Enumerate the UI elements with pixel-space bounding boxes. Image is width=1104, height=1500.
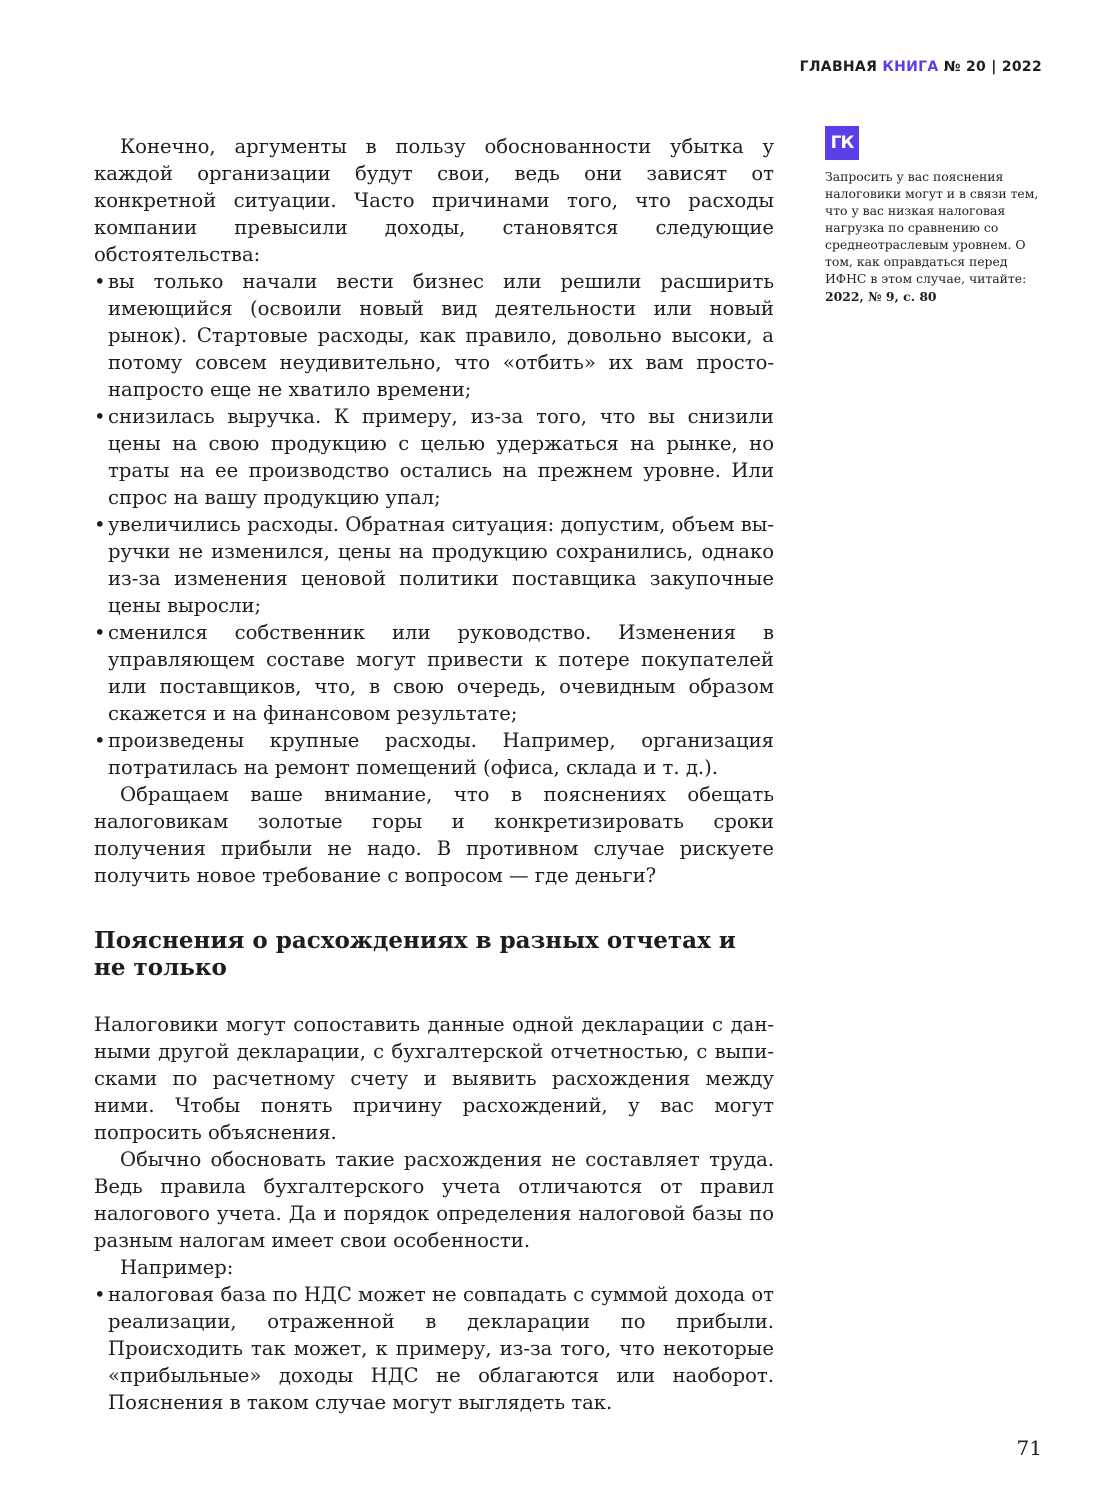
examples-list xyxy=(94,1281,774,1416)
issue-number: № 20 | 2022 xyxy=(943,59,1042,75)
paragraph: Обычно обосновать такие расхождения не составляет труда. Ведь правила бухгалтерского учета отличаются от правил налогового учета. Да и порядок определения налоговой базы по разным налогам имеет свои особенности. xyxy=(94,1148,774,1252)
list-item xyxy=(94,727,774,781)
sidebar-note-body: Запросить у вас пояснения налоговики могут и в связи тем, что у вас низкая налоговая нагрузка по сравнению со среднеотраслевым уровнем. О том, как оправдаться перед ИФНС в этом случае, читайте: xyxy=(825,169,1039,286)
list-item-text: налоговая база по НДС может не совпадать с суммой дохода от реализации, отраженной в декларации по прибыли. Происходить так может, к примеру, из-за того, что некоторые «прибыльные» доходы НДС не облагаются или наоборот. Пояснения в таком случае могут выглядеть так. xyxy=(108,1283,774,1414)
paragraph: Например: xyxy=(120,1256,234,1279)
list-item xyxy=(94,619,774,727)
list-item-text: сменился собственник или руководство. Изменения в управляющем составе могут привести к потере покупателей или поставщиков, что, в свою очередь, очевидным образом скажется и на финансовом результате; xyxy=(108,621,774,725)
list-item xyxy=(94,403,774,511)
bullet-icon: • xyxy=(94,729,106,752)
page-number: 71 xyxy=(1016,1436,1042,1460)
list-item xyxy=(94,268,774,403)
sidebar-note xyxy=(825,126,1050,305)
sidebar-note-text xyxy=(825,168,1050,305)
list-item-text: увеличились расходы. Обратная ситуация: допустим, объем выручки не изменился, цены на продукцию сохранились, однако из-за изменения ценовой политики поставщика закупочные цены выросли; xyxy=(108,513,774,617)
reasons-list xyxy=(94,268,774,781)
section-heading: Пояснения о расхождениях в разных отчетах и не только xyxy=(94,927,736,981)
bullet-icon: • xyxy=(94,405,106,428)
bullet-icon: • xyxy=(94,1283,106,1306)
brand-main: ГЛАВНАЯ xyxy=(799,59,878,75)
bullet-icon: • xyxy=(94,513,106,536)
bullet-icon: • xyxy=(94,621,106,644)
paragraph: Конечно, аргументы в пользу обоснованности убытка у каждой организации будут свои, ведь они зависят от конкретной ситуации. Часто причинами того, что расходы компании превысили доходы, становятся следующие обстоятельства: xyxy=(94,135,774,266)
masthead xyxy=(800,59,1042,75)
brand-accent: КНИГА xyxy=(882,59,939,75)
gk-logo-icon xyxy=(825,126,859,160)
list-item xyxy=(94,1281,774,1416)
paragraph: Обращаем ваше внимание, что в пояснениях обещать налоговикам золотые горы и конкретизировать сроки получения прибыли не надо. В противном случае рискуете получить новое требование с вопросом — где деньги? xyxy=(94,783,774,887)
logo-text: ГК xyxy=(830,133,854,153)
sidebar-note-reference: 2022, № 9, с. 80 xyxy=(825,289,937,304)
list-item xyxy=(94,511,774,619)
list-item-text: произведены крупные расходы. Например, организация потратилась на ремонт помещений (офиса, склада и т. д.). xyxy=(108,729,774,779)
list-item-text: снизилась выручка. К примеру, из-за того, что вы снизили цены на свою продукцию с целью удержаться на рынке, но траты на ее производство остались на прежнем уровне. Или спрос на вашу продукцию упал; xyxy=(108,405,774,509)
list-item-text: вы только начали вести бизнес или решили расширить имеющийся (освоили новый вид деятельности или новый рынок). Стартовые расходы, как правило, довольно высоки, а потому совсем неудивительно, что «отбить» их вам просто-напросто еще не хватило времени; xyxy=(108,270,774,401)
article-body xyxy=(94,133,774,1416)
paragraph: Налоговики могут сопоставить данные одной декларации с данными другой декларации, с бухгалтерской отчетностью, с выписками по расчетному счету и выявить расхождения между ними. Чтобы понять причину расхождений, у вас могут попросить объяснения. xyxy=(94,1013,774,1144)
bullet-icon: • xyxy=(94,270,106,293)
